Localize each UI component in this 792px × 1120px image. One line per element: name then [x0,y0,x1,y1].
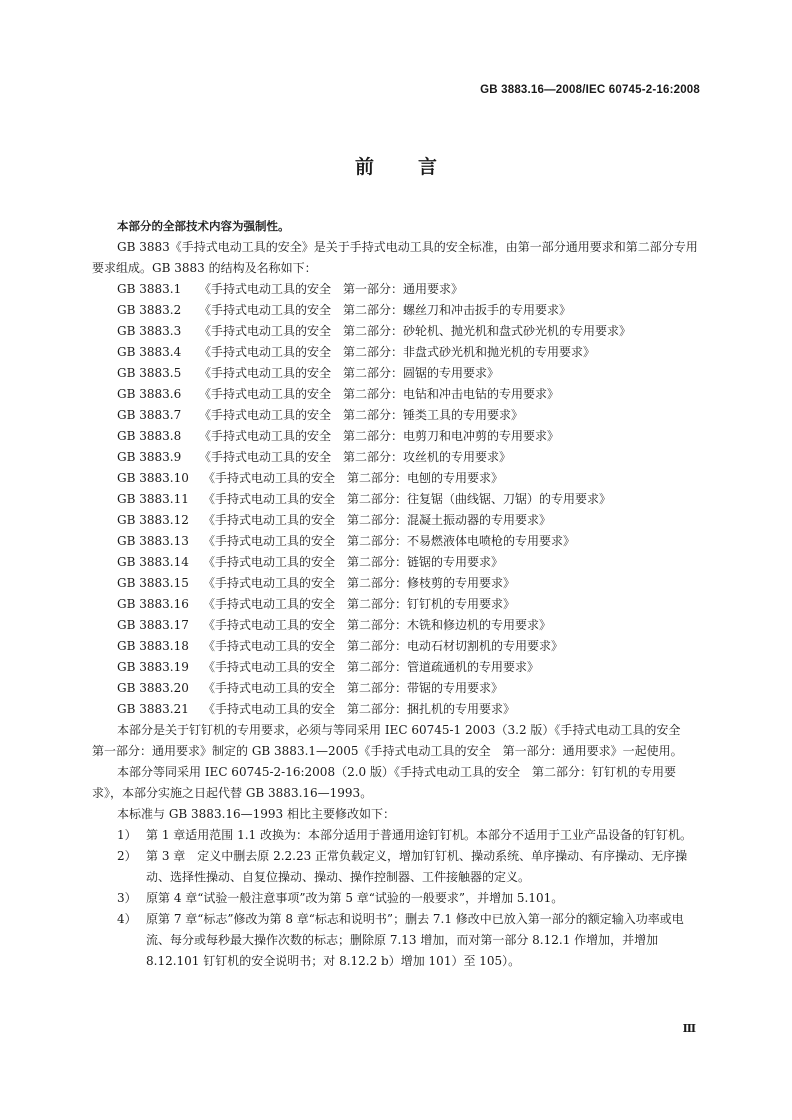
part-title: 《手持式电动工具的安全 第二部分：不易燃液体电喷枪的专用要求》 [203,534,576,548]
part-code: GB 3883.9 [117,450,182,464]
standard-part-item [92,447,702,468]
change-number: 3） [117,891,137,905]
standard-header: GB 3883.16—2008/IEC 60745-2-16:2008 [480,84,700,96]
standard-part-item [92,279,702,300]
standard-part-item [92,300,702,321]
standard-part-item [92,636,702,657]
standard-part-item [92,363,702,384]
part-code: GB 3883.8 [117,429,182,443]
part-code: GB 3883.20 [117,681,189,695]
standard-part-item [92,342,702,363]
part-title: 《手持式电动工具的安全 第二部分：锤类工具的专用要求》 [199,408,524,422]
standard-part-item [92,321,702,342]
standard-part-item [92,405,702,426]
standard-part-item [92,699,702,720]
part-title: 《手持式电动工具的安全 第一部分：通用要求》 [199,282,464,296]
structure-paragraph: GB 3883《手持式电动工具的安全》是关于手持式电动工具的安全标准，由第一部分通用要求和第二部分专用要求组成。GB 3883 的结构及名称如下： [92,240,698,275]
changes-list [92,825,702,972]
part-code: GB 3883.5 [117,366,182,380]
change-number: 2） [117,849,137,863]
standard-part-item [92,468,702,489]
part-code: GB 3883.1 [117,282,182,296]
part-title: 《手持式电动工具的安全 第二部分：非盘式砂光机和抛光机的专用要求》 [199,345,596,359]
part-title: 《手持式电动工具的安全 第二部分：电刨的专用要求》 [203,471,504,485]
standard-part-item [92,489,702,510]
part-title: 《手持式电动工具的安全 第二部分：螺丝刀和冲击扳手的专用要求》 [199,303,572,317]
part-title: 《手持式电动工具的安全 第二部分：往复锯（曲线锯、刀锯）的专用要求》 [203,492,612,506]
change-item [92,888,702,909]
part-code: GB 3883.11 [117,492,189,506]
standard-part-item [92,426,702,447]
standard-part-item [92,510,702,531]
standard-part-item [92,531,702,552]
change-text: 原第 4 章“试验一般注意事项”改为第 5 章“试验的一般要求”，并增加 5.101。 [146,891,564,905]
change-item [92,846,702,888]
part-code: GB 3883.16 [117,597,189,611]
standard-parts-list [92,279,702,720]
adoption-paragraph: 本部分等同采用 IEC 60745-2-16:2008（2.0 版）《手持式电动工具的安全 第二部分：钉钉机的专用要求》，本部分实施之日起代替 GB 3883.16—1993。 [92,765,676,800]
change-number: 1） [117,828,137,842]
part-code: GB 3883.19 [117,660,189,674]
part-code: GB 3883.4 [117,345,182,359]
part-title: 《手持式电动工具的安全 第二部分：链锯的专用要求》 [203,555,504,569]
part-title: 《手持式电动工具的安全 第二部分：管道疏通机的专用要求》 [203,660,540,674]
mandatory-note: 本部分的全部技术内容为强制性。 [117,219,290,233]
part-code: GB 3883.7 [117,408,182,422]
standard-part-item [92,594,702,615]
part-code: GB 3883.14 [117,555,189,569]
standard-part-item [92,615,702,636]
part-title: 《手持式电动工具的安全 第二部分：圆锯的专用要求》 [199,366,500,380]
part-code: GB 3883.13 [117,534,189,548]
change-text: 原第 7 章“标志”修改为第 8 章“标志和说明书”；删去 7.1 修改中已放入第一部分的额定输入功率或电流、每分或每秒最大操作次数的标志；删除原 7.13 增加，而对第一部分 8.12.1 作增加，并增加 8.12.101 钉钉机的安全说明书；对 8.12.2 b）增加 101）至 105）。 [146,912,684,968]
part-code: GB 3883.21 [117,702,189,716]
part-title: 《手持式电动工具的安全 第二部分：修枝剪的专用要求》 [203,576,516,590]
part-title: 《手持式电动工具的安全 第二部分：电剪刀和电冲剪的专用要求》 [199,429,560,443]
part-title: 《手持式电动工具的安全 第二部分：混凝土振动器的专用要求》 [203,513,552,527]
part-title: 《手持式电动工具的安全 第二部分：捆扎机的专用要求》 [203,702,516,716]
part-code: GB 3883.15 [117,576,189,590]
part-code: GB 3883.3 [117,324,182,338]
part-title: 《手持式电动工具的安全 第二部分：钉钉机的专用要求》 [203,597,516,611]
part-title: 《手持式电动工具的安全 第二部分：带锯的专用要求》 [203,681,504,695]
part-title: 《手持式电动工具的安全 第二部分：砂轮机、抛光机和盘式砂光机的专用要求》 [199,324,632,338]
changes-intro: 本标准与 GB 3883.16—1993 相比主要修改如下： [117,807,396,821]
part-code: GB 3883.18 [117,639,189,653]
preface-body [92,216,702,972]
part-code: GB 3883.12 [117,513,189,527]
standard-part-item [92,678,702,699]
standard-part-item [92,573,702,594]
change-text: 第 3 章 定义中删去原 2.2.23 正常负载定义，增加钉钉机、操动系统、单序操动、有序操动、无序操动、选择性操动、自复位操动、操动、操作控制器、工件接触器的定义。 [146,849,688,884]
part-title: 《手持式电动工具的安全 第二部分：木铣和修边机的专用要求》 [203,618,552,632]
change-number: 4） [117,912,137,926]
page-number: Ⅲ [682,1022,696,1035]
part-title: 《手持式电动工具的安全 第二部分：电钻和冲击电钻的专用要求》 [199,387,560,401]
part-code: GB 3883.17 [117,618,189,632]
standard-part-item [92,384,702,405]
part-title: 《手持式电动工具的安全 第二部分：电动石材切割机的专用要求》 [203,639,564,653]
standard-part-item [92,657,702,678]
part-code: GB 3883.10 [117,471,189,485]
usage-paragraph: 本部分是关于钉钉机的专用要求，必须与等同采用 IEC 60745-1 2003（3.2 版）《手持式电动工具的安全 第一部分：通用要求》制定的 GB 3883.1—2005《手持式电动工具的安全 第一部分：通用要求》一起使用。 [92,723,693,758]
page-title: 前言 [354,156,481,178]
standard-part-item [92,552,702,573]
change-text: 第 1 章适用范围 1.1 改换为：本部分适用于普通用途钉钉机。本部分不适用于工业产品设备的钉钉机。 [146,828,692,842]
change-item [92,825,702,846]
part-title: 《手持式电动工具的安全 第二部分：攻丝机的专用要求》 [199,450,512,464]
part-code: GB 3883.6 [117,387,182,401]
part-code: GB 3883.2 [117,303,182,317]
change-item [92,909,702,972]
